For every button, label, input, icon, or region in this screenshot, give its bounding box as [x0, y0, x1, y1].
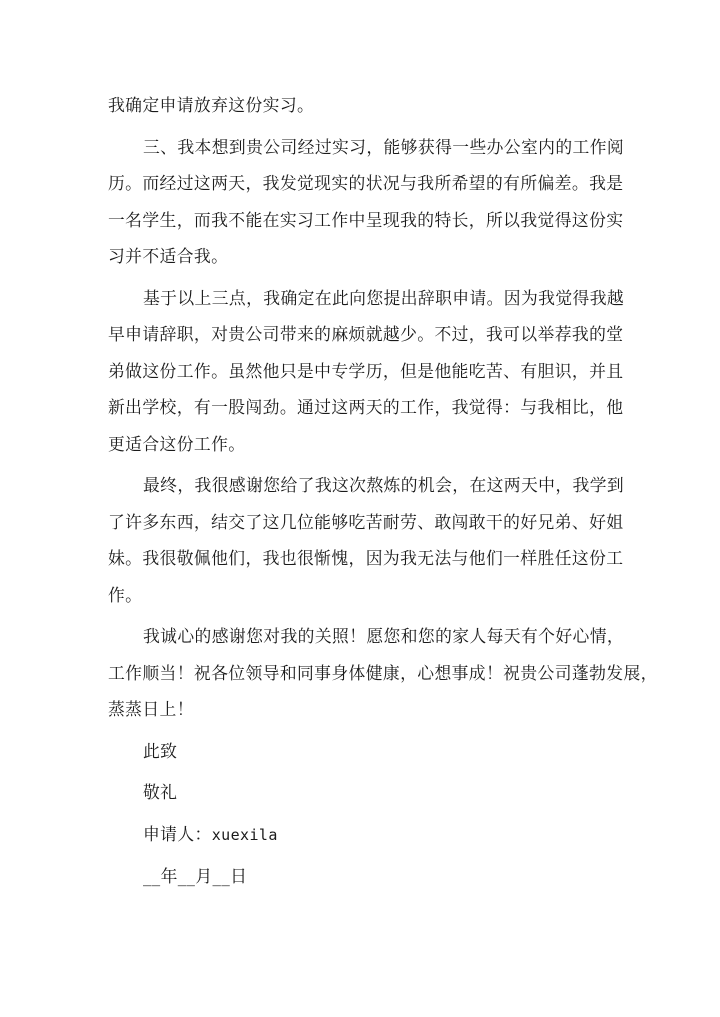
text-line: 历。而经过这两天，我发觉现实的状况与我所希望的有所偏差。我是	[108, 173, 624, 193]
applicant-label: 申请人：	[143, 823, 212, 844]
applicant-line	[108, 816, 614, 854]
letter-body	[108, 87, 658, 900]
closing-salutation: 此致	[143, 740, 178, 761]
text-line: 我确定申请放弃这份实习。	[108, 95, 315, 115]
text-line: 弟做这份工作。虽然他只是中专学历，但是他能吃苦、有胆识，并且	[108, 360, 624, 381]
text-line: 妹。我很敬佩他们，我也很惭愧，因为我无法与他们一样胜任这份工	[108, 548, 624, 568]
paragraph-intro-tail	[108, 87, 614, 124]
paragraph-reason-three	[108, 129, 625, 275]
date-line: __年__月__日	[143, 866, 248, 886]
text-line: 基于以上三点，我确定在此向您提出辞职申请。因为我觉得我越	[143, 287, 625, 308]
paragraph-best-wishes	[108, 618, 658, 728]
text-line: 一名学生，而我不能在实习工作中呈现我的特长，所以我觉得这份实	[108, 209, 624, 230]
text-line: 三、我本想到贵公司经过实习，能够获得一些办公室内的工作阅	[143, 136, 625, 157]
text-line: 工作顺当！祝各位领导和同事身体健康，心想事成！祝贵公司蓬勃发展，	[108, 662, 658, 683]
paragraph-gratitude	[108, 467, 625, 613]
text-line: 新出学校，有一股闯劲。通过这两天的工作，我觉得：与我相比，他	[108, 397, 624, 417]
text-line: 习并不适合我。	[108, 246, 229, 266]
paragraph-resignation-decision	[108, 280, 625, 463]
applicant-name: xuexila	[211, 825, 278, 844]
text-line: 最终，我很感谢您给了我这次熬炼的机会，在这两天中，我学到	[143, 475, 625, 495]
text-line: 蒸蒸日上！	[108, 699, 194, 719]
text-line: 更适合这份工作。	[108, 433, 246, 454]
text-line: 早申请辞职，对贵公司带来的麻烦就越少。不过，我可以举荐我的堂	[108, 324, 624, 344]
text-line: 了许多东西，结交了这几位能够吃苦耐劳、敢闯敢干的好兄弟、好姐	[108, 511, 624, 532]
text-line: 我诚心的感谢您对我的关照！愿您和您的家人每天有个好心情，	[143, 626, 625, 646]
closing-regards: 敬礼	[143, 782, 178, 802]
text-line: 作。	[108, 584, 143, 605]
